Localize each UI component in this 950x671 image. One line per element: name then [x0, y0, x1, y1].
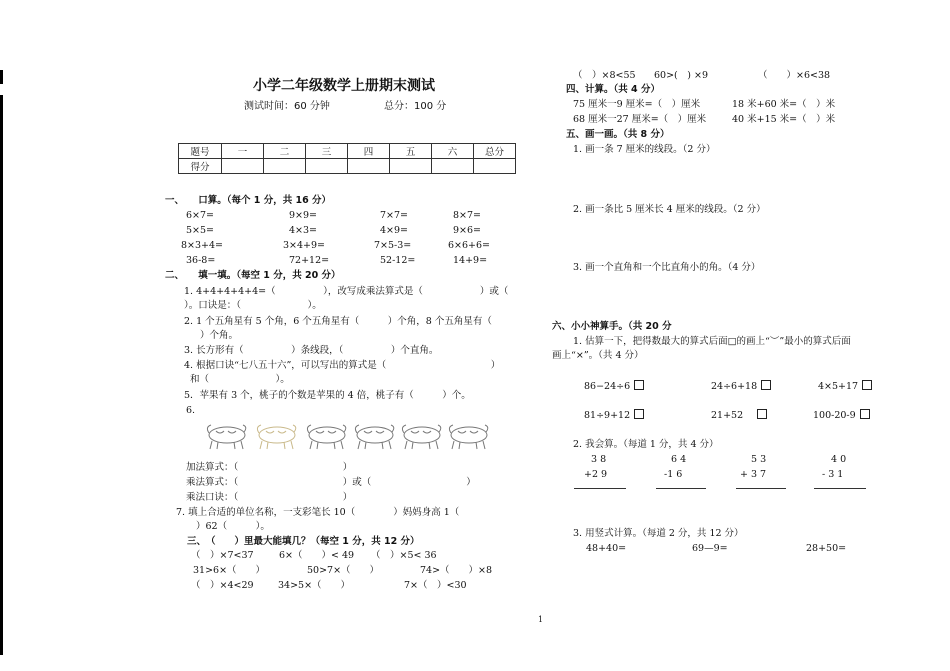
unit-calc: 75 厘米一9 厘米=（ ）厘米: [573, 99, 701, 110]
score-input-cell[interactable]: [390, 159, 432, 174]
estimate-expr: 86−24÷6: [584, 381, 631, 392]
fill-line: 5．苹果有 3 个，桃子的个数是苹果的 4 倍，桃子有（ ）个。: [184, 390, 471, 401]
unit-calc: 40 米+15 米=（ ）米: [732, 114, 836, 125]
estimate-expr: 100-20-9: [813, 410, 856, 421]
estimate-item[interactable]: [711, 409, 767, 422]
vertical-bottom: + 3 7: [740, 469, 767, 480]
fill-line: 7. 填上合适的单位名称，一支彩笔长 10（ ）妈妈身高 1（: [176, 507, 460, 518]
table-cell: 二: [264, 144, 306, 159]
table-cell: 题号: [179, 144, 222, 159]
table-cell: 总分: [474, 144, 516, 159]
table-cell: 三: [306, 144, 348, 159]
unit-calc: 68 厘米一27 厘米=（ ）厘米: [573, 114, 707, 125]
scan-edge-mark: [0, 70, 3, 84]
vertical-top: 5 3: [751, 454, 767, 465]
fill-line: 4. 根据口诀“七八五十六”，可以写出的算式是（ ）: [184, 360, 501, 371]
scan-edge-mark: [0, 95, 3, 655]
max-fill: （ ）×8<55: [573, 70, 636, 81]
fill-line: 乘法算式：（ ）或（ ）: [186, 477, 476, 488]
estimate-item[interactable]: [711, 380, 771, 393]
max-fill: （ ）×7<37: [191, 550, 254, 561]
max-fill: 6×（ ）< 49: [279, 550, 355, 561]
oral-calc: 9×6=: [453, 225, 482, 236]
animal-illustration: [304, 423, 350, 451]
estimate-instructions: 1. 估算一下，把得数最大的算式后面□的画上“︶”最小的算式后面: [573, 336, 851, 347]
oral-calc: 36-8=: [186, 255, 216, 266]
fill-line: 1. 4+4+4+4+4=（ ），改写成乘法算式是（ ）或（: [184, 286, 509, 297]
section-4-heading: 四、计算。（共 4 分）: [566, 84, 660, 95]
oral-calc: 9×9=: [289, 210, 318, 221]
oral-calc: 5×5=: [186, 225, 215, 236]
oral-calc: 4×3=: [289, 225, 318, 236]
section-2-heading: 二、 填一填。（每空 1 分，共 20 分）: [165, 270, 341, 281]
score-input-cell[interactable]: [306, 159, 348, 174]
fill-line: ）个角。: [200, 330, 239, 341]
column-calc-heading: 3. 用竖式计算。（每道 2 分，共 12 分）: [573, 528, 744, 539]
score-input-cell[interactable]: [474, 159, 516, 174]
table-cell: 六: [432, 144, 474, 159]
section-6-heading: 六、小小神算手。（共 20 分: [552, 321, 672, 332]
answer-box[interactable]: [634, 380, 644, 390]
answer-box[interactable]: [761, 380, 771, 390]
vertical-top: 3 8: [591, 454, 607, 465]
max-fill: （ ）×6<38: [758, 70, 831, 81]
estimate-item[interactable]: [818, 380, 872, 393]
estimate-expr: 21+52: [711, 410, 744, 421]
fill-line: ）62（ ）。: [196, 521, 270, 532]
column-calc-item: 48+40=: [586, 543, 627, 554]
estimate-expr: 24÷6+18: [711, 381, 758, 392]
page-number: 1: [538, 615, 544, 624]
drawing-task: 1. 画一条 7 厘米的线段。（2 分）: [573, 144, 716, 155]
vertical-bottom: - 3 1: [822, 469, 844, 480]
max-fill: 50>7×（ ）: [307, 565, 380, 576]
vertical-bottom: -1 6: [664, 469, 683, 480]
answer-line: [814, 488, 866, 489]
animal-illustration: [352, 423, 398, 451]
oral-calc: 52-12=: [380, 255, 416, 266]
answer-line: [656, 488, 706, 489]
fill-line: 加法算式：（ ）: [186, 462, 353, 473]
answer-box[interactable]: [860, 409, 870, 419]
table-cell: 五: [390, 144, 432, 159]
table-cell: 四: [348, 144, 390, 159]
answer-line: [736, 488, 786, 489]
answer-box[interactable]: [757, 409, 767, 419]
estimate-expr: 4×5+17: [818, 381, 859, 392]
score-input-cell[interactable]: [264, 159, 306, 174]
score-table: [178, 143, 516, 174]
score-table-header-row: [179, 144, 516, 159]
test-time: 测试时间：60 分钟: [244, 101, 330, 112]
oral-calc: 6×6+6=: [448, 240, 491, 251]
column-calc-item: 69—9=: [692, 543, 728, 554]
fill-line: 和（ ）。: [190, 374, 290, 385]
section-1-heading: 一、 口算。（每个 1 分，共 16 分）: [165, 195, 332, 206]
estimate-item[interactable]: [584, 409, 644, 422]
max-fill: （ ）×4<29: [191, 580, 254, 591]
unit-calc: 18 米+60 米=（ ）米: [732, 99, 836, 110]
estimate-instructions: 画上“×”。（共 4 分）: [552, 350, 644, 361]
oral-calc: 7×7=: [380, 210, 409, 221]
max-fill: 7×（ ）<30: [404, 580, 467, 591]
animal-illustration: [399, 423, 445, 451]
oral-calc: 8×3+4=: [181, 240, 224, 251]
oral-calc: 14+9=: [453, 255, 488, 266]
vertical-bottom: +2 9: [584, 469, 608, 480]
score-input-cell[interactable]: [432, 159, 474, 174]
answer-line: [574, 488, 626, 489]
fill-line: 6.: [186, 405, 196, 416]
max-fill: 31>6×（ ）: [193, 565, 266, 576]
score-table-score-row: [179, 159, 516, 174]
max-fill: 34>5×（ ）: [278, 580, 351, 591]
oral-calc: 72+12=: [289, 255, 330, 266]
fill-line: ）。口诀是：（ ）。: [184, 300, 322, 311]
page-title: 小学二年级数学上册期末测试: [253, 78, 435, 94]
total-score: 总分：100 分: [384, 101, 447, 112]
fill-line: 乘法口诀：（ ）: [186, 492, 353, 503]
vertical-top: 4 0: [831, 454, 847, 465]
max-fill: 74>（ ）×8: [420, 565, 493, 576]
animal-illustration: [254, 423, 300, 451]
column-calc-item: 28+50=: [806, 543, 847, 554]
oral-calc: 7×5-3=: [374, 240, 412, 251]
table-cell: 得分: [179, 159, 222, 174]
animal-illustration: [446, 423, 492, 451]
answer-box[interactable]: [634, 409, 644, 419]
estimate-expr: 81÷9+12: [584, 410, 631, 421]
estimate-item[interactable]: [584, 380, 644, 393]
oral-calc: 3×4+9=: [283, 240, 326, 251]
section-3-heading: 三、 （ ）里最大能填几？（每空 1 分，共 12 分）: [187, 536, 420, 547]
animal-illustration: [204, 423, 250, 451]
estimate-item[interactable]: [813, 409, 870, 422]
drawing-task: 2. 画一条比 5 厘米长 4 厘米的线段。（2 分）: [573, 204, 766, 215]
fill-line: 3. 长方形有（ ）条线段，（ ）个直角。: [184, 345, 439, 356]
answer-box[interactable]: [862, 380, 872, 390]
max-fill: 60>( ) ×9: [654, 70, 708, 81]
section-5-heading: 五、画一画。（共 8 分）: [566, 129, 670, 140]
table-cell: 一: [222, 144, 264, 159]
vertical-calc-heading: 2. 我会算。（每道 1 分，共 4 分）: [573, 439, 719, 450]
score-input-cell[interactable]: [222, 159, 264, 174]
score-input-cell[interactable]: [348, 159, 390, 174]
drawing-task: 3. 画一个直角和一个比直角小的角。（4 分）: [573, 262, 761, 273]
oral-calc: 4×9=: [380, 225, 409, 236]
vertical-top: 6 4: [671, 454, 687, 465]
oral-calc: 8×7=: [453, 210, 482, 221]
fill-line: 2. 1 个五角星有 5 个角，6 个五角星有（ ）个角，8 个五角星有（: [184, 316, 492, 327]
max-fill: （ ）×5< 36: [371, 550, 437, 561]
oral-calc: 6×7=: [186, 210, 215, 221]
